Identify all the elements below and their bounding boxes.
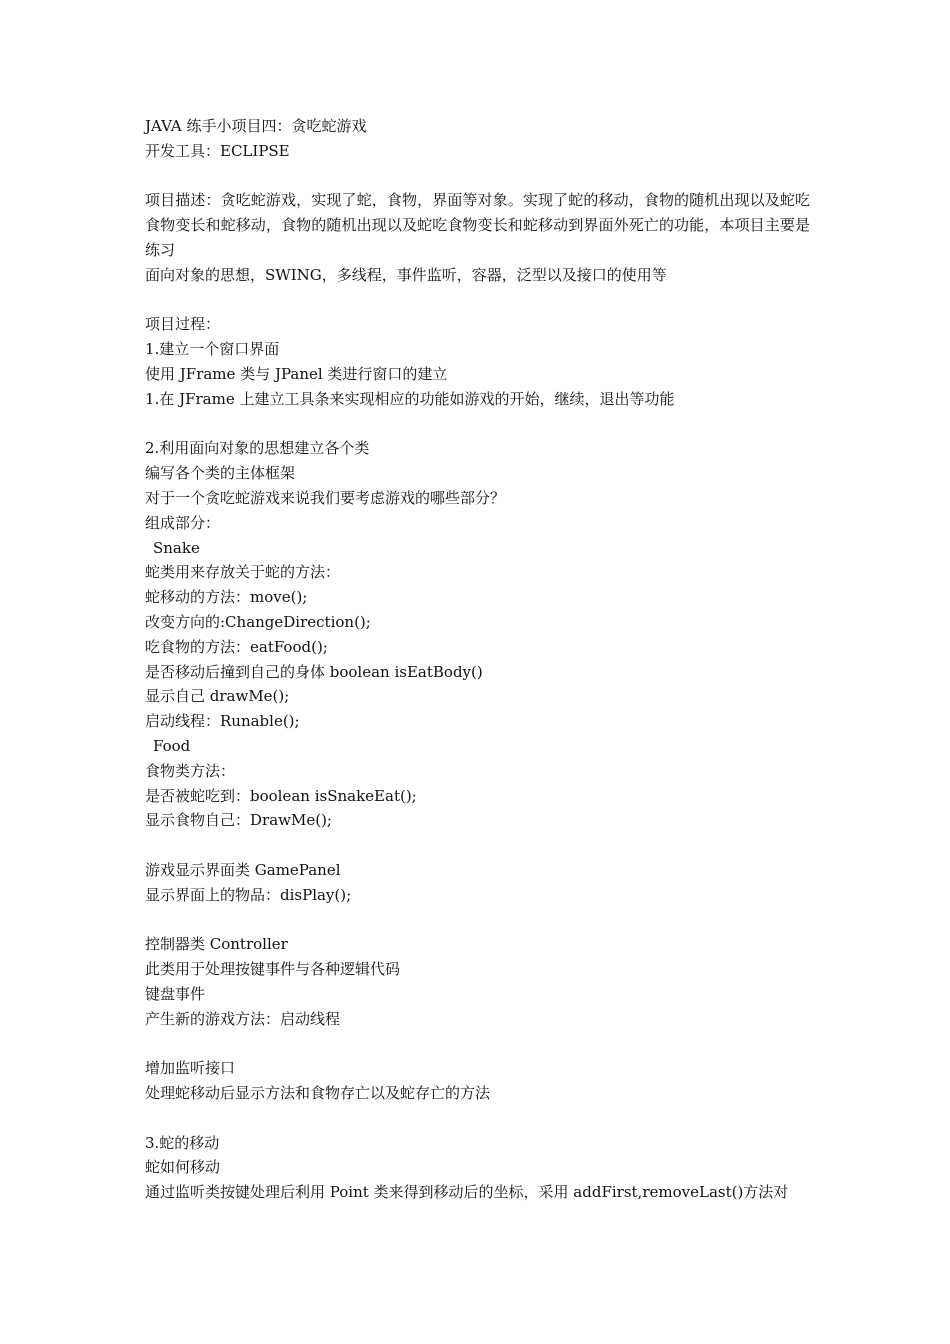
snake-class-label: Snake <box>153 538 200 557</box>
food-method-line: 是否被蛇吃到：boolean isSnakeEat(); <box>145 786 417 805</box>
snake-method-line: 改变方向的:ChangeDirection(); <box>145 612 371 631</box>
blank-line <box>145 1106 810 1131</box>
blank-line <box>145 833 810 858</box>
controller-line: 控制器类 Controller <box>145 935 288 954</box>
document-body <box>145 114 810 1205</box>
blank-line <box>145 412 810 437</box>
food-class-label: Food <box>153 736 191 755</box>
food-method-line: 显示食物自己：DrawMe(); <box>145 811 332 830</box>
dev-tool-line: 开发工具：ECLIPSE <box>145 141 290 160</box>
step2-heading: 2.利用面向对象的思想建立各个类 <box>145 439 370 458</box>
doc-title: JAVA 练手小项目四：贪吃蛇游戏 <box>145 117 367 135</box>
blank-line <box>145 908 810 933</box>
step3-heading: 3.蛇的移动 <box>145 1133 220 1152</box>
snake-method-line: 蛇类用来存放关于蛇的方法： <box>145 563 341 582</box>
snake-method-line: 蛇移动的方法：move(); <box>145 588 308 607</box>
step1-line: 使用 JFrame 类与 JPanel 类进行窗口的建立 <box>145 364 448 383</box>
step2-line: 组成部分： <box>145 513 221 532</box>
blank-line <box>145 288 810 313</box>
project-description: 项目描述：贪吃蛇游戏，实现了蛇，食物，界面等对象。实现了蛇的移动，食物的随机出现以及蛇吃食物变长和蛇移动，食物的随机出现以及蛇吃食物变长和蛇移动到界面外死亡的功能，本项目主要是练习 <box>145 191 810 259</box>
project-description-cont: 面向对象的思想，SWING，多线程，事件监听，容器，泛型以及接口的使用等 <box>145 265 667 284</box>
step1-heading: 1.建立一个窗口界面 <box>145 340 280 359</box>
snake-method-line: 吃食物的方法：eatFood(); <box>145 637 328 656</box>
gamepanel-line: 游戏显示界面类 GamePanel <box>145 860 341 879</box>
snake-method-line: 是否移动后撞到自己的身体 boolean isEatBody() <box>145 662 483 681</box>
snake-method-line: 启动线程：Runable(); <box>145 712 300 731</box>
step2-line: 对于一个贪吃蛇游戏来说我们要考虑游戏的哪些部分？ <box>145 488 506 507</box>
listener-line: 增加监听接口 <box>145 1059 236 1078</box>
controller-line: 此类用于处理按键事件与各种逻辑代码 <box>145 960 401 979</box>
step3-line: 通过监听类按键处理后利用 Point 类来得到移动后的坐标，采用 addFirst,removeLast()方法对 <box>145 1183 789 1202</box>
controller-line: 产生新的游戏方法：启动线程 <box>145 1009 341 1028</box>
blank-line <box>145 1031 810 1056</box>
snake-method-line: 显示自己 drawMe(); <box>145 687 290 706</box>
step2-line: 编写各个类的主体框架 <box>145 464 296 483</box>
step3-line: 蛇如何移动 <box>145 1158 221 1177</box>
step1-line: 1.在 JFrame 上建立工具条来实现相应的功能如游戏的开始，继续，退出等功能 <box>145 389 675 408</box>
listener-line: 处理蛇移动后显示方法和食物存亡以及蛇存亡的方法 <box>145 1084 491 1103</box>
blank-line <box>145 164 810 189</box>
food-method-line: 食物类方法： <box>145 761 236 780</box>
gamepanel-line: 显示界面上的物品：disPlay(); <box>145 885 352 904</box>
controller-line: 键盘事件 <box>145 984 206 1003</box>
process-heading: 项目过程： <box>145 315 221 334</box>
